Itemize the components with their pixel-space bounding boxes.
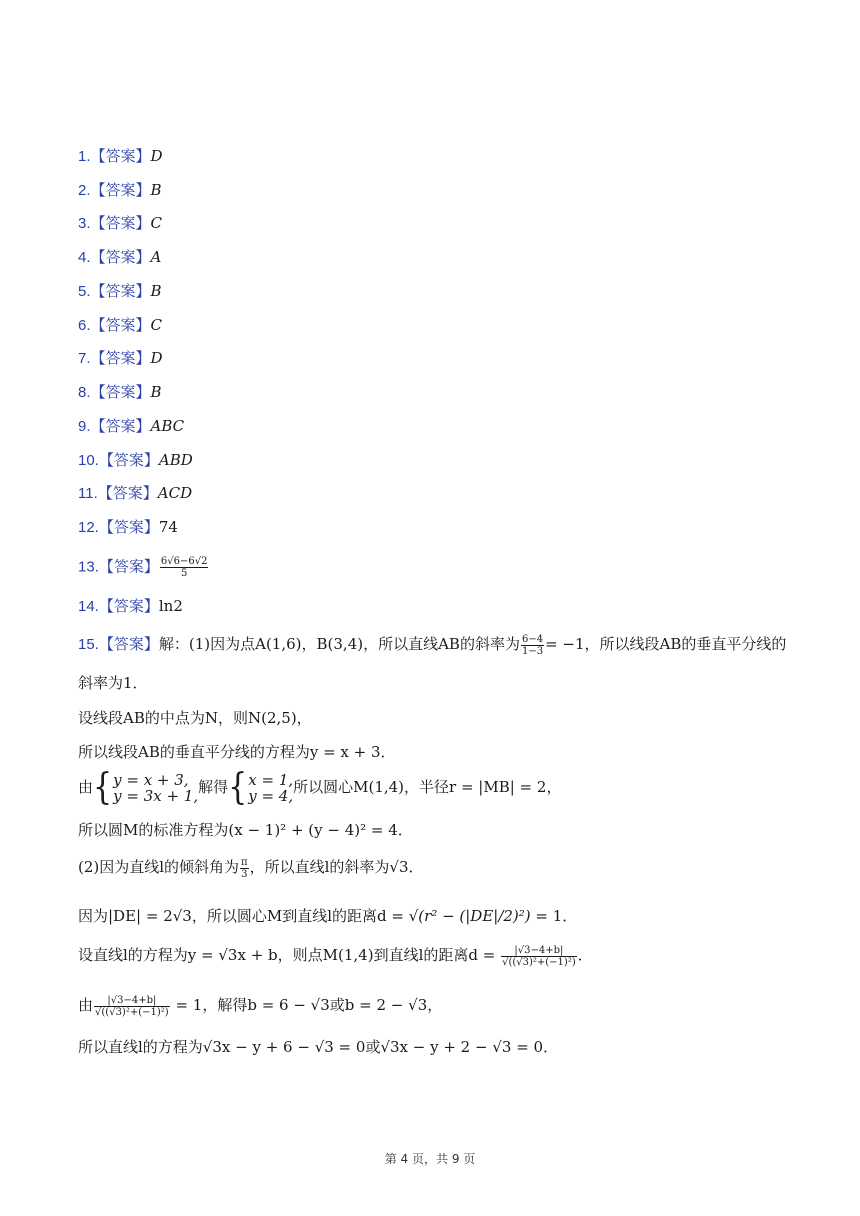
equation-system-2: x = 1, y = 4, [248, 771, 294, 805]
answer-5: 5.【答案】B [78, 282, 162, 300]
answer-3: 3.【答案】C [78, 214, 163, 232]
answer-14: 14.【答案】ln2 [78, 597, 183, 615]
q15-line-6: 所以圆M的标准方程为(x − 1)² + (y − 4)² = 4． [78, 821, 413, 839]
q15-line-8: 因为|DE| = 2√3，所以圆心M到直线l的距离d = √(r² − (|DE|/2)²) = 1． [78, 907, 578, 925]
q15-line-1: 15.【答案】解：(1)因为点A(1,6)，B(3,4)，所以直线AB的斜率为 $\frac{6-4}{1-3}$ = −1，所以线段AB的垂直平分线的 [78, 633, 787, 657]
equation-fraction: $\frac{|√3-4+b|}{\text{√((√3)²+(−1)²)}}$ [95, 994, 169, 1018]
answer-12: 12.【答案】74 [78, 518, 178, 536]
answer-13-fraction: $\frac{6√6-6√2}{5}$ [160, 556, 208, 579]
q15-line-5: 由{ y = x + 3, y = 3x + 1, 解得{ x = 1, y = 4, 所以圆心M(1,4)，半径r = |MB| = 2， [78, 766, 562, 809]
answer-13: 13.【答案】 $\frac{6√6-6√2}{5}$ [78, 556, 208, 579]
q15-line-10: 由 $\frac{|√3-4+b|}{\text{√((√3)²+(−1)²)}}$ = 1，解得b = 6 − √3或b = 2 − √3， [78, 994, 443, 1018]
answer-9: 9.【答案】ABC [78, 417, 185, 435]
answer-8: 8.【答案】B [78, 383, 162, 401]
equation-system-1: y = x + 3, y = 3x + 1, [113, 771, 199, 805]
q15-line-9: 设直线l的方程为y = √3x + b，则点M(1,4)到直线l的距离d = $\frac{|√3-4+b|}{\text{√((√3)²+(−1)²)}}$ ． [78, 944, 593, 968]
slope-fraction: $\frac{6-4}{1-3}$ [521, 633, 544, 657]
q15-line-3: 设线段AB的中点为N，则N(2,5)， [78, 709, 312, 727]
q15-line-11: 所以直线l的方程为√3x − y + 6 − √3 = 0或√3x − y + 2 − √3 = 0． [78, 1038, 559, 1056]
distance-fraction: $\frac{|√3-4+b|}{\text{√((√3)²+(−1)²)}}$ [502, 944, 576, 968]
answer-4: 4.【答案】A [78, 248, 162, 266]
distance-expression: √(r² − (|DE|/2)²) [408, 907, 531, 925]
answer-11: 11.【答案】ACD [78, 484, 193, 502]
angle-fraction: $\frac{\pi}{3}$ [241, 856, 248, 880]
left-brace-icon: { [228, 766, 248, 809]
answer-10: 10.【答案】ABD [78, 451, 193, 469]
answer-7: 7.【答案】D [78, 349, 163, 367]
q15-line-2: 斜率为1． [78, 674, 148, 692]
answer-1: 1.【答案】D [78, 147, 163, 165]
q15-line-7: (2)因为直线l的倾斜角为 $\frac{\pi}{3}$ ，所以直线l的斜率为√3． [78, 856, 424, 880]
from-label: 由 [78, 778, 94, 796]
left-brace-icon: { [93, 766, 113, 809]
answer-2: 2.【答案】B [78, 181, 162, 199]
answer-6: 6.【答案】C [78, 316, 163, 334]
page-footer: 第 4 页，共 9 页 [384, 1152, 476, 1166]
q15-line-4: 所以线段AB的垂直平分线的方程为y = x + 3． [78, 743, 396, 761]
